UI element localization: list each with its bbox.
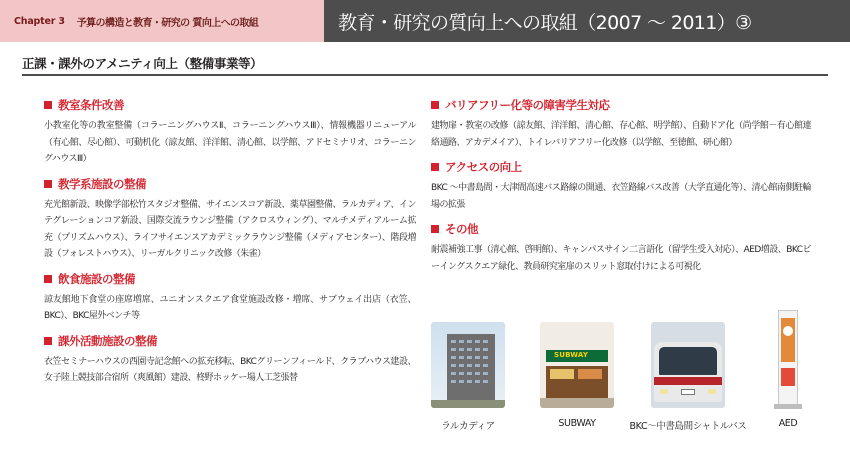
item-body: 小教室化等の教室整備（コラーニングハウスⅡ、コラーニングハウスⅢ）、情報機器リニューアル（有心館、尽心館）、可動机化（諒友館、洋洋館、清心館、以学館、アドセミナリオ、コラーニングハウスⅢ） [44, 121, 416, 164]
item-body: 衣笠セミナーハウスの西園寺記念館への拡充移転、BKCグリーンフィールド、クラブハウス建設、女子陸上競技部合宿所（爽風館）建設、柊野ホッケー場人工芝張替 [44, 356, 416, 383]
item-classroom [44, 97, 416, 168]
item-body: 耐震補強工事（清心館、啓明館）、キャンパスサイン二言語化（留学生受入対応）、AED増設、BKCビーイングスクエア緑化、教員研究室扉のスリット窓取付けによる可視化 [431, 245, 811, 272]
section-divider [22, 74, 828, 76]
item-title: 飲食施設の整備 [58, 271, 135, 286]
photo-caption: AED [778, 418, 798, 429]
item-extracurricular-facilities [44, 333, 416, 387]
item-body: 建物扉・教室の改修（諒友館、洋洋館、清心館、存心館、明学館）、自動ドア化（尚学館－有心館連絡通路、アカデメイア）、トイレバリアフリー化改修（以学館、至徳館、研心館） [431, 121, 811, 148]
right-column [431, 97, 811, 283]
item-body: 諒友館地下食堂の座席増席、ユニオンスクエア食堂施設改修・増席、サブウェイ出店（衣笠、BKC）、BKC屋外ベンチ等 [44, 294, 416, 321]
item-other [431, 221, 811, 275]
square-bullet-icon [44, 337, 52, 345]
subway-photo: SUBWAY [540, 322, 614, 408]
square-bullet-icon [431, 225, 439, 233]
item-title: 教学系施設の整備 [58, 176, 146, 191]
header-title-band [324, 0, 850, 42]
page-header [0, 0, 850, 42]
square-bullet-icon [431, 163, 439, 171]
header-chapter-band [0, 0, 324, 42]
page-title: 教育・研究の質向上への取組（2007 ～ 2011）③ [338, 11, 752, 34]
square-bullet-icon [44, 101, 52, 109]
square-bullet-icon [44, 180, 52, 188]
building-photo [431, 322, 505, 408]
chapter-label: Chapter 3 [14, 15, 65, 27]
item-title: 教室条件改善 [58, 98, 124, 112]
bus-photo [651, 322, 725, 408]
chapter-subtitle: 予算の構造と教育・研究の 質向上への取組 [76, 17, 259, 29]
photo-caption: SUBWAY [558, 418, 596, 429]
photo-caption: ラルカディア [441, 421, 495, 432]
square-bullet-icon [44, 275, 52, 283]
item-dining-facilities [44, 271, 416, 325]
item-body: BKC ～中書島間・大津間高速バス路線の開通、衣笠路線バス改善（大学直通化等）、清心館南側駐輪場の拡張 [431, 183, 811, 210]
left-column [44, 97, 416, 395]
square-bullet-icon [431, 101, 439, 109]
item-academic-facilities [44, 176, 416, 263]
photo-caption: BKC～中書島間シャトルバス [629, 421, 747, 432]
item-title: その他 [445, 222, 478, 236]
item-title: アクセスの向上 [445, 160, 522, 174]
item-title: バリアフリー化等の障害学生対応 [445, 98, 610, 112]
item-barrier-free [431, 97, 811, 151]
item-title: 課外活動施設の整備 [58, 333, 157, 348]
item-access [431, 159, 811, 213]
item-body: 充光館新設、映像学部松竹スタジオ整備、サイエンスコア新設、薬草園整備、ラルカディア、インテグレーションコア新設、国際交流ラウンジ整備（アクロスウィング）、マルチメディアルーム拡充（プリズムハウス）、ライフサイエンスアカデミックラウンジ整備（メディアセンター）、階段増設（フォレストハウス）、リーガルクリニック改修（朱雀） [44, 199, 416, 259]
section-title: 正課・課外のアメニティ向上（整備事業等） [22, 56, 263, 71]
aed-photo [774, 310, 802, 410]
